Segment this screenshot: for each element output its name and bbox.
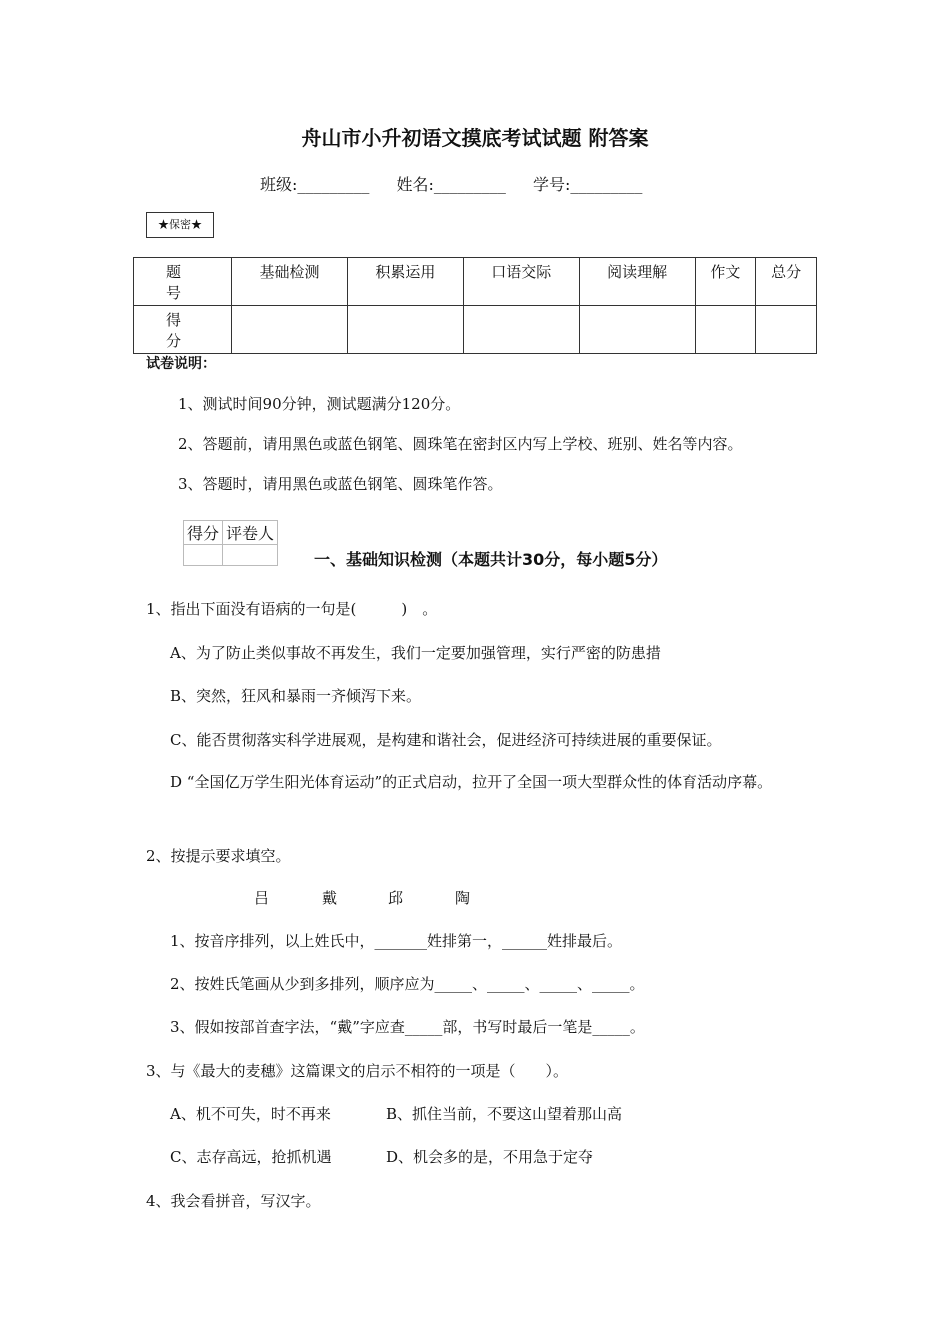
confidential-badge: ★保密★ [146, 212, 214, 238]
question-2-sub-1: 1、按音序排列，以上姓氏中，_______姓排第一，______姓排最后。 [170, 932, 623, 950]
question-2-stem: 2、按提示要求填空。 [146, 847, 291, 865]
question-1-option-c: C、能否贯彻落实科学进展观，是构建和谐社会，促进经济可持续进展的重要保证。 [170, 731, 722, 749]
score-cell[interactable] [463, 306, 579, 354]
question-2-sub-2: 2、按姓氏笔画从少到多排列，顺序应为_____、_____、_____、_____。 [170, 975, 645, 993]
page-title: 舟山市小升初语文摸底考试试题 附答案 [301, 126, 649, 150]
grader-score-label: 得分 [184, 521, 223, 545]
question-3-option-d: D、机会多的是，不用急于定夺 [386, 1148, 594, 1166]
score-table-header: 题 号 [134, 258, 232, 306]
question-3-option-b: B、抓住当前，不要这山望着那山高 [386, 1105, 623, 1123]
score-row-label: 得 分 [134, 306, 232, 354]
section-heading: 一、基础知识检测（本题共计30分，每小题5分） [314, 550, 668, 569]
surname-item: 陶 [455, 889, 471, 907]
score-table-header: 阅读理解 [579, 258, 695, 306]
question-3-option-c: C、志存高远，抢抓机遇 [170, 1148, 332, 1166]
instructions-title: 试卷说明： [146, 356, 216, 372]
score-table-header: 口语交际 [463, 258, 579, 306]
grader-name-label: 评卷人 [223, 521, 278, 545]
score-table-header: 基础检测 [232, 258, 348, 306]
score-cell[interactable] [695, 306, 756, 354]
name-field: 姓名:_________ [396, 175, 506, 194]
instruction-item: 2、答题前，请用黑色或蓝色钢笔、圆珠笔在密封区内写上学校、班别、姓名等内容。 [178, 435, 743, 453]
score-cell[interactable] [347, 306, 463, 354]
student-id-field: 学号:_________ [533, 175, 643, 194]
grader-box [183, 520, 278, 566]
question-3-stem: 3、与《最大的麦穗》这篇课文的启示不相符的一项是（ ）。 [146, 1062, 569, 1080]
score-table [133, 257, 817, 354]
class-field: 班级:_________ [260, 175, 370, 194]
surname-item: 邱 [388, 889, 404, 907]
question-2-sub-3: 3、假如按部首查字法，“戴”字应查_____部，书写时最后一笔是_____。 [170, 1018, 645, 1036]
score-table-header: 积累运用 [347, 258, 463, 306]
surname-item: 戴 [322, 889, 338, 907]
score-table-header: 作文 [695, 258, 756, 306]
question-1-option-d: D “全国亿万学生阳光体育运动”的正式启动，拉开了全国一项大型群众性的体育活动序幕。 [170, 773, 773, 791]
score-cell[interactable] [232, 306, 348, 354]
student-info-line [260, 172, 642, 195]
instruction-item: 3、答题时，请用黑色或蓝色钢笔、圆珠笔作答。 [178, 475, 503, 493]
question-1-option-b: B、突然，狂风和暴雨一齐倾泻下来。 [170, 687, 422, 705]
score-table-score-row [134, 306, 817, 354]
score-cell[interactable] [756, 306, 817, 354]
grader-name-cell[interactable] [223, 545, 278, 566]
grader-score-cell[interactable] [184, 545, 223, 566]
score-table-header: 总分 [756, 258, 817, 306]
question-3-option-a: A、机不可失，时不再来 [170, 1105, 331, 1123]
score-cell[interactable] [579, 306, 695, 354]
question-1-option-a: A、为了防止类似事故不再发生，我们一定要加强管理，实行严密的防患措 [170, 644, 661, 662]
instruction-item: 1、测试时间90分钟，测试题满分120分。 [178, 395, 461, 413]
surname-item: 吕 [254, 889, 270, 907]
question-4-stem: 4、我会看拼音，写汉字。 [146, 1192, 321, 1210]
question-1-stem: 1、指出下面没有语病的一句是( ) 。 [146, 600, 438, 618]
score-table-header-row [134, 258, 817, 306]
